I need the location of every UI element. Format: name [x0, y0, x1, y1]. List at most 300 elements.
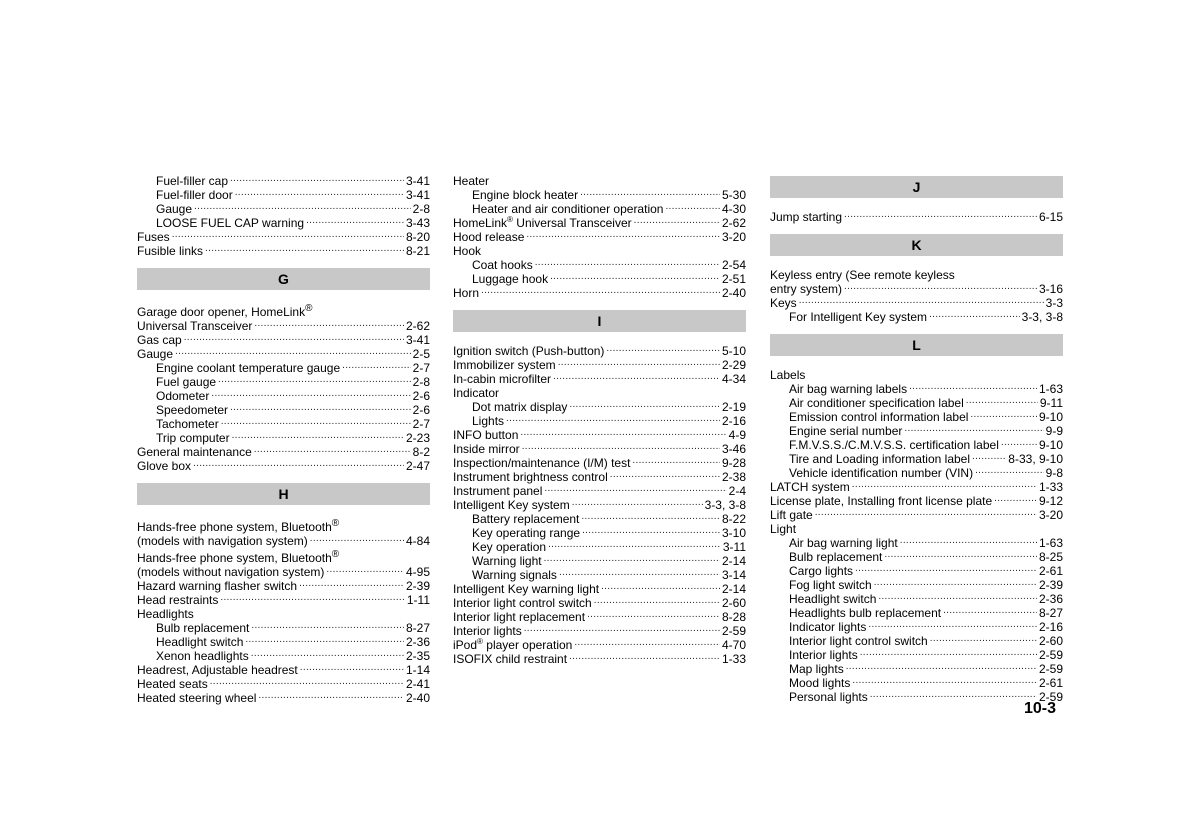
- index-entry: [453, 244, 746, 258]
- leader-dots: [254, 320, 404, 330]
- index-subentry: [770, 396, 1063, 410]
- index-entry: [137, 579, 430, 593]
- index-entry: [137, 459, 430, 473]
- registered-mark: ®: [331, 549, 340, 560]
- entry-term: Engine block heater: [472, 188, 579, 202]
- leader-dots: [254, 446, 411, 456]
- entry-term: iPod® player operation: [453, 637, 573, 652]
- entry-term: Engine coolant temperature gauge: [156, 361, 341, 375]
- index-entry: [453, 386, 746, 400]
- entry-term: Emission control information label: [789, 410, 969, 424]
- entry-term: Ignition switch (Push-button): [453, 344, 605, 358]
- section-letter-header: G: [137, 268, 430, 290]
- page-ref: 1-63: [1038, 536, 1063, 550]
- entry-term: Inside mirror: [453, 442, 520, 456]
- entry-term: Intelligent Key warning light: [453, 582, 600, 596]
- page-ref: 8-2: [412, 445, 430, 459]
- index-entry: [453, 216, 746, 230]
- page-ref: 3-3: [1045, 296, 1063, 310]
- entry-term: Speedometer: [156, 403, 229, 417]
- page-ref: 3-41: [405, 333, 430, 347]
- leader-dots: [884, 551, 1037, 561]
- entry-term: Xenon headlights: [156, 649, 249, 663]
- index-subentry: [770, 424, 1063, 438]
- page-ref: 2-35: [405, 649, 430, 663]
- section-letter-header: K: [770, 234, 1063, 256]
- registered-mark: ®: [477, 637, 483, 646]
- page-ref: 3-41: [405, 188, 430, 202]
- index-subentry: [137, 389, 430, 403]
- entry-term: Head restraints: [137, 593, 219, 607]
- leader-dots: [966, 397, 1038, 407]
- index-subentry: [453, 568, 746, 582]
- entry-term: Air bag warning light: [789, 536, 898, 550]
- entry-term: Headlight switch: [156, 635, 244, 649]
- entry-term: Labels: [770, 368, 806, 382]
- index-subentry: [770, 662, 1063, 676]
- entry-term: Air bag warning labels: [789, 382, 908, 396]
- leader-dots: [544, 485, 726, 495]
- entry-term: In-cabin microfilter: [453, 372, 552, 386]
- index-entry: [770, 210, 1063, 224]
- leader-dots: [970, 411, 1037, 421]
- leader-dots: [558, 359, 720, 369]
- entry-term: Coat hooks: [472, 258, 533, 272]
- leader-dots: [306, 217, 404, 227]
- leader-dots: [210, 678, 404, 688]
- leader-dots: [994, 495, 1037, 505]
- index-subentry: [770, 690, 1063, 704]
- leader-dots: [569, 401, 720, 411]
- page-ref: 2-16: [721, 414, 746, 428]
- entry-term: Fuses: [137, 230, 170, 244]
- page-ref: 2-47: [405, 459, 430, 473]
- index-subentry: [770, 410, 1063, 424]
- page-ref: 3-11: [722, 540, 746, 554]
- leader-dots: [535, 259, 720, 269]
- page-ref: 2-39: [405, 579, 430, 593]
- index-entry: [137, 333, 430, 347]
- index-entry: [770, 296, 1063, 310]
- leader-dots: [232, 432, 404, 442]
- entry-term: Hands-free phone system, Bluetooth: [137, 520, 332, 534]
- leader-dots: [251, 622, 404, 632]
- entry-term-cont: (models with navigation system): [137, 534, 308, 548]
- leader-dots: [574, 639, 720, 649]
- index-subentry: [770, 606, 1063, 620]
- entry-term: Hands-free phone system, Bluetooth: [137, 551, 332, 565]
- leader-dots: [799, 297, 1044, 307]
- entry-term: Headlight switch: [789, 592, 877, 606]
- leader-dots: [184, 334, 404, 344]
- index-entry-multiline: [137, 548, 430, 579]
- page-ref: 2-4: [728, 484, 746, 498]
- index-entry-multiline: [137, 302, 430, 333]
- entry-term: Hood release: [453, 230, 525, 244]
- leader-dots: [860, 649, 1037, 659]
- leader-dots: [326, 566, 404, 576]
- entry-term: LOOSE FUEL CAP warning: [156, 216, 305, 230]
- index-column-2: [453, 174, 746, 666]
- entry-second-line: [137, 319, 430, 333]
- page-ref: 9-8: [1045, 466, 1063, 480]
- leader-dots: [481, 287, 720, 297]
- entry-term: Fuel gauge: [156, 375, 217, 389]
- page-ref: 3-3, 3-8: [1021, 310, 1063, 324]
- index-subentry: [137, 649, 430, 663]
- entry-term: Key operation: [472, 540, 547, 554]
- leader-dots: [815, 509, 1037, 519]
- index-subentry: [453, 400, 746, 414]
- index-subentry: [770, 578, 1063, 592]
- page-ref: 8-28: [721, 610, 746, 624]
- index-entry: [453, 652, 746, 666]
- entry-term: Gauge: [156, 202, 193, 216]
- page-ref: 2-40: [721, 286, 746, 300]
- leader-dots: [221, 418, 411, 428]
- page-ref: 9-11: [1039, 396, 1063, 410]
- leader-dots: [580, 189, 720, 199]
- index-entry: [453, 456, 746, 470]
- entry-term: Instrument brightness control: [453, 470, 608, 484]
- index-entry-multiline: [137, 517, 430, 548]
- page-ref: 3-20: [1038, 508, 1063, 522]
- entry-term: Headlights: [137, 607, 194, 621]
- entry-term: Personal lights: [789, 690, 868, 704]
- page-ref: 2-6: [412, 389, 430, 403]
- leader-dots: [211, 390, 410, 400]
- index-subentry: [137, 188, 430, 202]
- index-subentry: [770, 648, 1063, 662]
- page-ref: 2-29: [721, 358, 746, 372]
- index-entry: [453, 286, 746, 300]
- index-subentry: [770, 564, 1063, 578]
- entry-term: Headrest, Adjustable headrest: [137, 663, 298, 677]
- entry-term: Cargo lights: [789, 564, 854, 578]
- entry-term: Interior lights: [789, 648, 858, 662]
- leader-dots: [245, 636, 404, 646]
- entry-term-cont: entry system): [770, 282, 843, 296]
- page-ref: 2-59: [721, 624, 746, 638]
- index-subentry: [453, 258, 746, 272]
- index-subentry: [137, 202, 430, 216]
- page-ref: 8-33, 9-10: [1008, 452, 1063, 466]
- leader-dots: [878, 593, 1037, 603]
- leader-dots: [610, 471, 720, 481]
- leader-dots: [594, 597, 720, 607]
- entry-term: Gauge: [137, 347, 174, 361]
- page-ref: 8-20: [405, 230, 430, 244]
- entry-term: F.M.V.S.S./C.M.V.S.S. certification label: [789, 438, 999, 452]
- index-entry: [453, 174, 746, 188]
- entry-first-line: [137, 548, 430, 565]
- leader-dots: [550, 273, 720, 283]
- page-ref: 8-21: [405, 244, 430, 258]
- section-letter-header: I: [453, 310, 746, 332]
- leader-dots: [972, 453, 1006, 463]
- page-ref: 8-27: [405, 621, 430, 635]
- page-ref: 3-16: [1038, 282, 1063, 296]
- page-ref: 2-14: [721, 582, 746, 596]
- leader-dots: [230, 175, 404, 185]
- page-ref: 3-41: [405, 174, 430, 188]
- index-column-3: [770, 174, 1063, 704]
- leader-dots: [544, 555, 720, 565]
- index-subentry: [770, 550, 1063, 564]
- entry-term: Interior light replacement: [453, 610, 586, 624]
- entry-term: License plate, Installing front license plate: [770, 494, 993, 508]
- index-entry: [453, 428, 746, 442]
- leader-dots: [258, 692, 404, 702]
- entry-term: Vehicle identification number (VIN): [789, 466, 974, 480]
- page-ref: 2-39: [1038, 578, 1063, 592]
- index-entry: [453, 582, 746, 596]
- page-ref: 2-60: [721, 596, 746, 610]
- page-ref: 1-63: [1038, 382, 1063, 396]
- entry-term: ISOFIX child restraint: [453, 652, 568, 666]
- leader-dots: [251, 650, 404, 660]
- page-ref: 2-61: [1038, 564, 1063, 578]
- page-ref: 9-28: [721, 456, 746, 470]
- entry-term: Heated seats: [137, 677, 208, 691]
- leader-dots: [524, 625, 720, 635]
- page-ref: 2-62: [721, 216, 746, 230]
- index-entry: [453, 638, 746, 652]
- page-ref: 3-14: [721, 568, 746, 582]
- page-ref: 9-12: [1038, 494, 1063, 508]
- entry-term: Hazard warning flasher switch: [137, 579, 298, 593]
- page-ref: 2-59: [1038, 662, 1063, 676]
- page-ref: 8-27: [1038, 606, 1063, 620]
- page-ref: 2-19: [721, 400, 746, 414]
- page-ref: 1-14: [405, 663, 430, 677]
- entry-term: Headlights bulb replacement: [789, 606, 942, 620]
- index-entry: [453, 358, 746, 372]
- leader-dots: [175, 348, 411, 358]
- index-subentry: [137, 621, 430, 635]
- leader-dots: [300, 664, 404, 674]
- page-ref: 1-11: [406, 593, 430, 607]
- page-ref: 2-59: [1038, 648, 1063, 662]
- index-entry: [770, 480, 1063, 494]
- index-subentry: [453, 202, 746, 216]
- leader-dots: [930, 635, 1037, 645]
- entry-term: Bulb replacement: [789, 550, 883, 564]
- index-entry: [137, 607, 430, 621]
- page-ref: 4-9: [728, 428, 746, 442]
- entry-term: Dot matrix display: [472, 400, 568, 414]
- section-letter-header: L: [770, 334, 1063, 356]
- page-ref: 3-20: [721, 230, 746, 244]
- entry-first-line: [137, 517, 430, 534]
- leader-dots: [193, 460, 404, 470]
- entry-first-line: [770, 268, 1063, 282]
- page-ref: 2-16: [1038, 620, 1063, 634]
- page-ref: 2-61: [1038, 676, 1063, 690]
- leader-dots: [587, 611, 720, 621]
- index-entry: [137, 691, 430, 705]
- index-entry: [137, 593, 430, 607]
- leader-dots: [582, 527, 720, 537]
- entry-term: Hook: [453, 244, 482, 258]
- section-letter-header: H: [137, 483, 430, 505]
- leader-dots: [299, 580, 404, 590]
- page-ref: 2-36: [1038, 592, 1063, 606]
- page-ref: 2-36: [405, 635, 430, 649]
- leader-dots: [194, 203, 411, 213]
- page-ref: 4-84: [405, 534, 430, 548]
- entry-term: Battery replacement: [472, 512, 580, 526]
- entry-term: Inspection/maintenance (I/M) test: [453, 456, 631, 470]
- index-entry: [137, 677, 430, 691]
- page-ref: 2-51: [721, 272, 746, 286]
- entry-term: Mood lights: [789, 676, 851, 690]
- index-subentry: [453, 554, 746, 568]
- entry-term: Horn: [453, 286, 480, 300]
- leader-dots: [852, 677, 1037, 687]
- page-ref: 2-8: [412, 202, 430, 216]
- leader-dots: [569, 653, 720, 663]
- page-ref: 2-59: [1038, 690, 1063, 704]
- section-letter-header: J: [770, 176, 1063, 198]
- entry-term: Gas cap: [137, 333, 182, 347]
- entry-term: Tire and Loading information label: [789, 452, 971, 466]
- leader-dots: [900, 537, 1037, 547]
- index-subentry: [137, 635, 430, 649]
- leader-dots: [844, 211, 1037, 221]
- page-ref: 3-46: [721, 442, 746, 456]
- index-entry: [770, 508, 1063, 522]
- entry-second-line: [137, 565, 430, 579]
- leader-dots: [1001, 439, 1037, 449]
- entry-term: Key operating range: [472, 526, 581, 540]
- leader-dots: [581, 513, 720, 523]
- leader-dots: [975, 467, 1044, 477]
- index-subentry: [453, 540, 746, 554]
- index-entry: [137, 347, 430, 361]
- entry-term: Fuel-filler door: [156, 188, 233, 202]
- leader-dots: [526, 231, 720, 241]
- index-subentry: [453, 414, 746, 428]
- page-ref: 3-43: [405, 216, 430, 230]
- index-subentry: [137, 216, 430, 230]
- entry-term: Immobilizer system: [453, 358, 556, 372]
- leader-dots: [929, 311, 1020, 321]
- leader-dots: [844, 283, 1037, 293]
- index-subentry: [137, 417, 430, 431]
- entry-term: Interior light control switch: [453, 596, 592, 610]
- page-ref: 2-6: [412, 403, 430, 417]
- page-ref: 2-62: [405, 319, 430, 333]
- entry-term: Light: [770, 522, 797, 536]
- index-entry: [137, 663, 430, 677]
- page-ref: 9-10: [1038, 410, 1063, 424]
- page-ref: 4-30: [721, 202, 746, 216]
- leader-dots: [601, 583, 720, 593]
- page-number: 10-3: [1024, 700, 1057, 717]
- leader-dots: [235, 189, 404, 199]
- leader-dots: [868, 621, 1037, 631]
- entry-term: Bulb replacement: [156, 621, 250, 635]
- page-ref: 1-33: [1038, 480, 1063, 494]
- page-ref: 3-10: [721, 526, 746, 540]
- entry-term: Lift gate: [770, 508, 813, 522]
- leader-dots: [548, 541, 721, 551]
- leader-dots: [943, 607, 1037, 617]
- entry-second-line: [770, 282, 1063, 296]
- entry-term: Keyless entry (See remote keyless: [770, 268, 955, 282]
- leader-dots: [520, 429, 726, 439]
- entry-term: Heater: [453, 174, 490, 188]
- index-subentry: [770, 634, 1063, 648]
- entry-term: Map lights: [789, 662, 844, 676]
- index-entry: [453, 344, 746, 358]
- page-ref: 9-9: [1045, 424, 1063, 438]
- entry-term: LATCH system: [770, 480, 850, 494]
- index-entry: [453, 596, 746, 610]
- entry-term: Garage door opener, HomeLink: [137, 305, 306, 319]
- index-subentry: [137, 361, 430, 375]
- leader-dots: [874, 579, 1037, 589]
- index-subentry: [770, 438, 1063, 452]
- entry-term: Warning light: [472, 554, 542, 568]
- entry-term: Fuel-filler cap: [156, 174, 229, 188]
- leader-dots: [522, 443, 720, 453]
- index-entry: [453, 610, 746, 624]
- page-ref: 2-23: [405, 431, 430, 445]
- index-subentry: [137, 375, 430, 389]
- index-subentry: [770, 382, 1063, 396]
- entry-term: Jump starting: [770, 210, 843, 224]
- index-entry-multiline: [770, 268, 1063, 296]
- page-ref: 6-15: [1038, 210, 1063, 224]
- index-subentry: [770, 676, 1063, 690]
- entry-term: HomeLink® Universal Transceiver: [453, 215, 632, 230]
- leader-dots: [606, 345, 720, 355]
- page-ref: 5-10: [721, 344, 746, 358]
- index-entry: [137, 230, 430, 244]
- index-entry: [137, 244, 430, 258]
- index-subentry: [770, 592, 1063, 606]
- leader-dots: [852, 481, 1037, 491]
- page-ref: 8-22: [721, 512, 746, 526]
- index-subentry: [453, 188, 746, 202]
- page-ref: 4-70: [721, 638, 746, 652]
- index-entry: [137, 445, 430, 459]
- leader-dots: [904, 425, 1043, 435]
- page-ref: 2-8: [412, 375, 430, 389]
- entry-term: Indicator lights: [789, 620, 867, 634]
- entry-term: Heated steering wheel: [137, 691, 257, 705]
- page-ref: 2-14: [721, 554, 746, 568]
- leader-dots: [846, 663, 1037, 673]
- leader-dots: [572, 499, 703, 509]
- entry-term: Interior lights: [453, 624, 522, 638]
- leader-dots: [230, 404, 411, 414]
- page-ref: 5-30: [721, 188, 746, 202]
- entry-term: Odometer: [156, 389, 210, 403]
- entry-term: Tachometer: [156, 417, 219, 431]
- index-entry: [453, 484, 746, 498]
- index-subentry: [770, 620, 1063, 634]
- index-subentry: [770, 466, 1063, 480]
- entry-term: Engine serial number: [789, 424, 903, 438]
- entry-term: Trip computer: [156, 431, 230, 445]
- index-subentry: [137, 431, 430, 445]
- leader-dots: [220, 594, 404, 604]
- leader-dots: [632, 457, 720, 467]
- page-ref: 1-33: [721, 652, 746, 666]
